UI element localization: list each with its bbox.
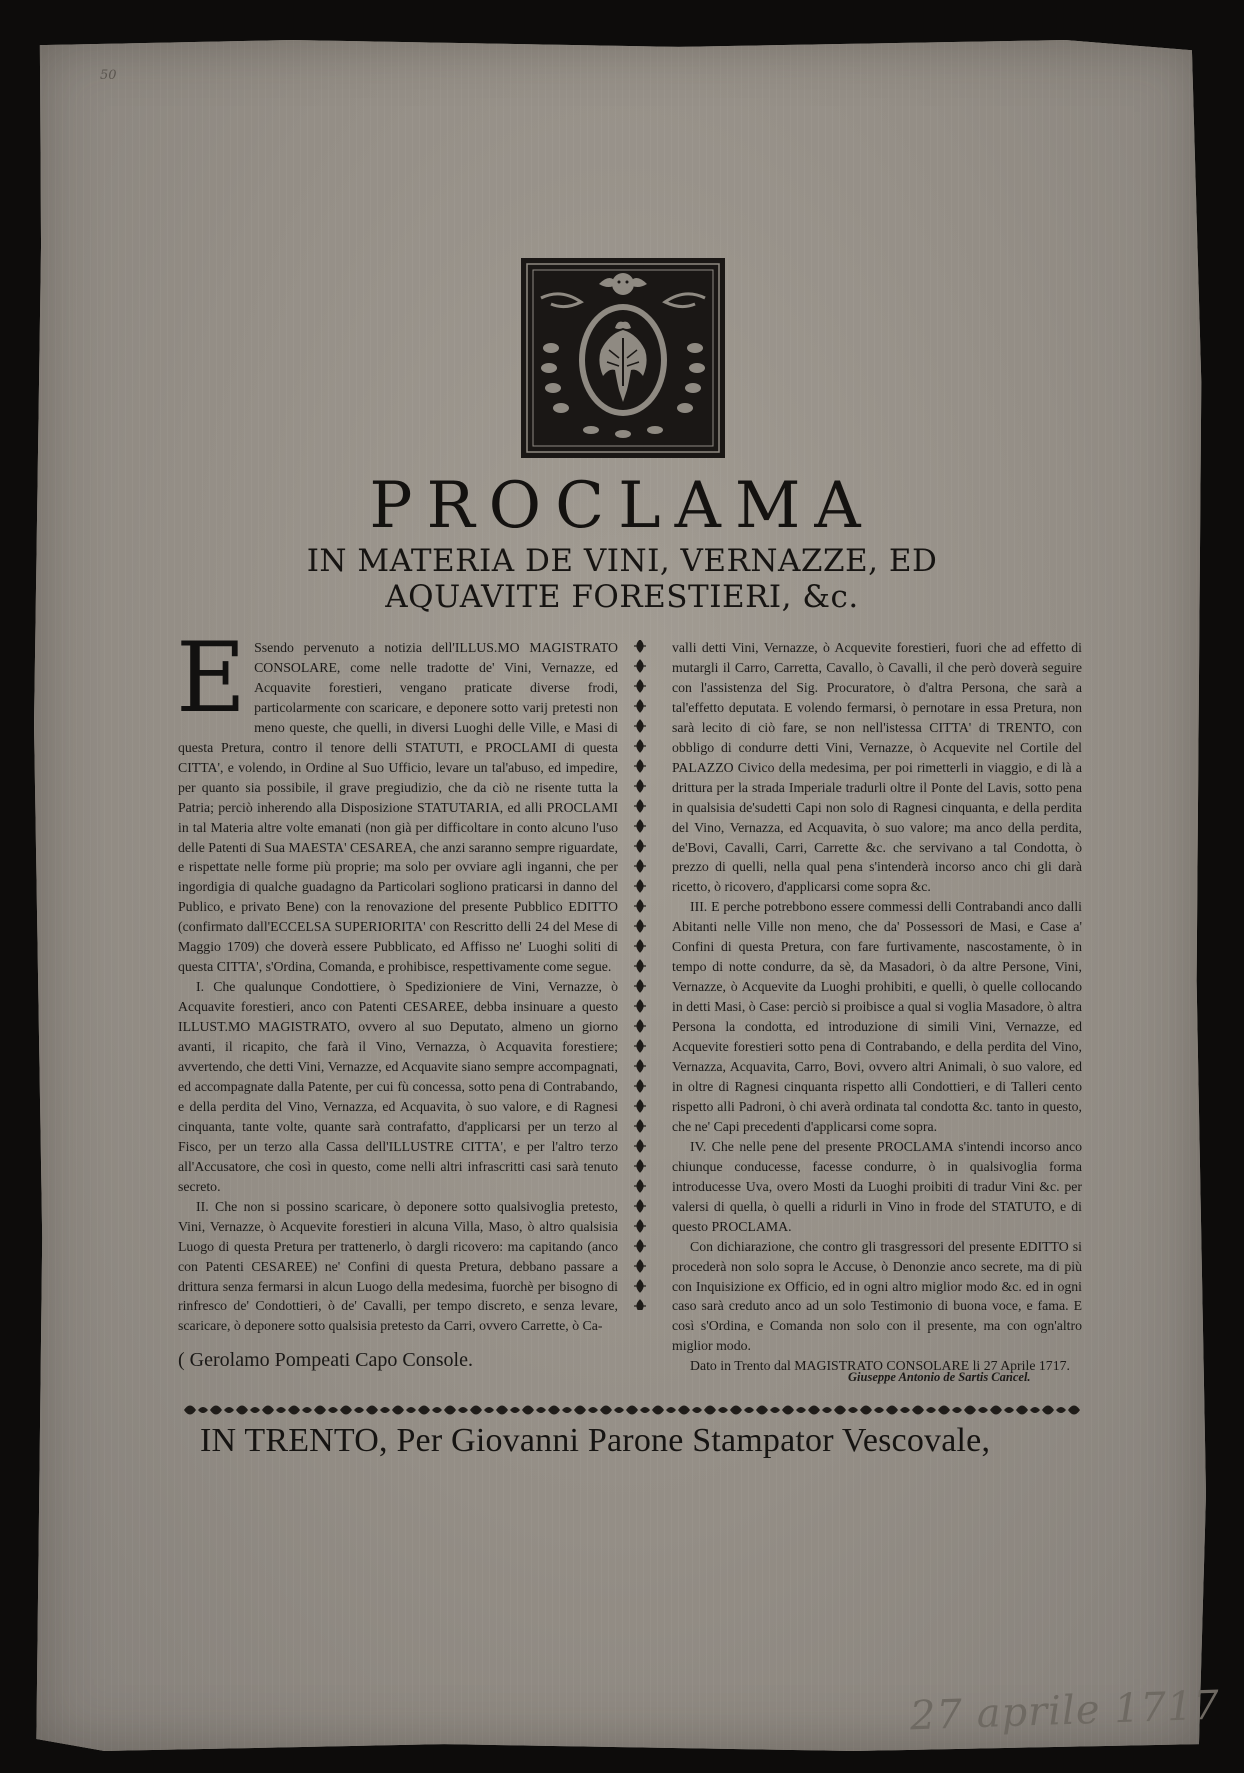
paragraph-article-1: I. Che qualunque Condottiere, ò Spedizioniere de Vini, Vernazze, ò Acquavite forestieri, anco con Patenti CESAREE, debba insinuare a questo ILLUST.MO MAGISTRATO, ovvero al suo Deputato, almeno un giorno avanti, il ricapito, che farà il Vino, Vernazza, ò Acquavita forestiere; avvertendo, che detti Vini, Vernazze, ed Acquavite siano sempre accompagnati, ed accompagnate dalla Patente, per cui fù concessa, sotto pena di Contrabando, e della perdita del Vino, Vernazza, ed Acquavita, ò suo valore, e di Ragnesi cinquanta, tante volte, quante sarà contrafatto, d'applicarsi per un terzo al Fisco, per un terzo alla Cassa dell'ILLUSTRE CITTA', e per l'altro terzo all'Accusatore, che così in questo, come nelli altri infrascritti casi sarà tenuto secreto. bbox=[178, 979, 618, 1194]
corner-page-number: 50 bbox=[100, 68, 117, 83]
handwritten-date-note: 27 aprile 1717 bbox=[909, 1682, 1221, 1740]
right-text-column bbox=[672, 638, 1082, 1376]
proclamation-title: PROCLAMA bbox=[369, 469, 875, 543]
printer-imprint: IN TRENTO, Per Giovanni Parone Stampator Vescovale, bbox=[200, 1422, 991, 1459]
horizontal-ornament-band bbox=[180, 1399, 1080, 1421]
chancellor-signature: Giuseppe Antonio de Sartis Cancel. bbox=[848, 1370, 1031, 1384]
paragraph-declaration: Con dichiarazione, che contro gli trasgressori del presente EDITTO si procederà non solo sopra le Accuse, ò Denonzie anco secrete, ma di più con Inquisizione ex Officio, ed in ogni altro miglior modo &c. ed in ogni caso sarà creduto anco ad un solo Testimonio di buona voce, e fama. E così s'Ordina, e Comanda non solo con il presente, ma con ogn'altro miglior modo. bbox=[672, 1238, 1082, 1354]
drop-cap: E bbox=[176, 622, 247, 734]
consul-signature: ( Gerolamo Pompeati Capo Console. bbox=[178, 1349, 473, 1371]
left-text-column bbox=[176, 622, 618, 1336]
eagle-coat-of-arms-icon bbox=[521, 258, 725, 458]
subtitle-line-1: IN MATERIA DE VINI, VERNAZZE, ED bbox=[306, 543, 938, 579]
subtitle-line-2: AQUAVITE FORESTIERI, &c. bbox=[385, 579, 859, 615]
paragraph-article-2: II. Che non si possino scaricare, ò deponere sotto qualsivoglia pretesto, Vini, Vernazze, ò Acquevite forestieri in alcuna Villa, Maso, ò altro qualsisia Luogo di questa Pretura per trattenerlo, ò dargli ricovero: ma capitando (anco con Patenti CESAREE) ne' Confini di questa Pretura, debbano passare a drittura senza fermarsi in alcun Luogo della medesima, fuorchè per bisogno di rinfresco de' Condottieri, ò de' Cavalli, per tempo discreto, e senza levare, scaricare, ò deponere sotto qualsisia pretesto da Carri, ovvero Carrette, ò Ca- bbox=[178, 1198, 618, 1334]
paragraph-article-2-continued: valli detti Vini, Vernazze, ò Acquevite forestieri, fuori che ad effetto di mutargli il Carro, Carretta, Cavallo, ò Cavalli, il che però doverà seguire con l'assistenza del Sig. Procuratore, ò d'altra Persona, che sarà a tal'effetto deputata. E volendo fermarsi, ò pernotare in essa Pretura, non sarà lecito di ciò fare, se non nell'istessa CITTA' di TRENTO, con obbligo di condurre detti Vini, Vernazze, ò Acquevite nel Cortile del PALAZZO Civico della medesima, per poi rimetterli in viaggio, e di là a drittura per la strada Imperiale tradurli oltre il Ponte del Lavis, sotto pena in qualsisia de'sudetti Capi non solo di Ragnesi cinquanta, e della perdita del Vino, Vernazza, ed Acquavita, ò suo valore; ma anco della perdita, de'Bovi, Cavalli, Carri, Carrette &c. che servivano a tal Condotta, ò prezzo di quelli, nella qual pena s'intenderà incorso anco chi gli darà ricetto, ò ricovero, d'applicarsi come sopra &c. bbox=[672, 640, 1082, 895]
paragraph-article-4: IV. Che nelle pene del presente PROCLAMA s'intendi incorso anco chiunque conducesse, facesse condurre, ò in qualsivoglia forma introducesse Uva, overo Mosti da Luoghi proibiti di tradur Vini &c. per valersi di quella, ò quelli a ridurli in Vino in frode del STATUTO, e di questo PROCLAMA. bbox=[672, 1138, 1082, 1234]
paragraph-article-3: III. E perche potrebbono essere commessi delli Contrabandi anco dalli Abitanti nelle Ville non meno, che da' Possessori de Masi, e Case a' Confini di questa Pretura, con fare furtivamente, nascostamente, ò in tempo di notte condurre, da sè, da Masadori, ò da altre Persone, Vini, Vernazze, ò Acquevite da Luoghi prohibiti, e quelli, ò quelle collocando in detti Masi, ò Case: perciò si proibisce a qual si voglia Masadore, ò altra Persona la condotta, ed introduzione di simili Vini, Vernazze, ed Acquevite forestieri sotto pena di Contrabando, e della perdita del Vino, Vernazza, Acquavita, Carro, Bovi, ovvero altri Animali, ò suo valore, ed in oltre di Ragnesi cinquanta rispetto alli Condottieri, e di Talleri cento rispetto alli Padroni, ò chi averà ordinata tal condotta &c. tanto in questo, che ne' Capi precedenti d'applicarsi come sopra. bbox=[672, 899, 1082, 1134]
paragraph-dated: Dato in Trento dal MAGISTRATO CONSOLARE li 27 Aprile 1717. bbox=[690, 1358, 1070, 1374]
vertical-ornament-divider bbox=[630, 640, 650, 1310]
paragraph-preamble: Ssendo pervenuto a notizia dell'ILLUS.MO MAGISTRATO CONSOLARE, come nelle tradotte de' Vini, Vernazze, ed Acquavite forestieri, vengano praticate diverse frodi, particolarmente con scaricare, e deponere sotto varij pretesti non meno queste, che quelli, in diversi Luoghi delle Ville, e Masi di questa Pretura, contro il tenore delli STATUTI, e PROCLAMI di questa CITTA', e volendo, in Ordine al Suo Ufficio, levare un tal'abuso, ed impedire, per quanto sia possibile, il grave pregiudizio, che da ciò ne risente tutta la Patria; perciò inherendo alla Disposizione STATUTARIA, ed alli PROCLAMI in tal Materia altre volte emanati (non già per difficoltare in conto alcuno l'uso delle Patenti di Sua MAESTA' CESAREA, che anzi saranno sempre riguardate, e rispettate nelle forme più proprie; ma solo per ovviare agli inganni, che per ingordigia di qualche guadagno da Particolari sogliono praticarsi in danno del Publico, e privato Bene) con la renovazione del presente Pubblico EDITTO (confirmato dall'ECCELSA SUPERIORITA' con Rescritto delli 24 del Mese di Maggio 1709) che doverà essere Pubblicato, ed Affisso ne' Luoghi soliti di questa CITTA', s'Ordina, Comanda, e prohibisce, respettivamente come segue. bbox=[178, 640, 618, 975]
